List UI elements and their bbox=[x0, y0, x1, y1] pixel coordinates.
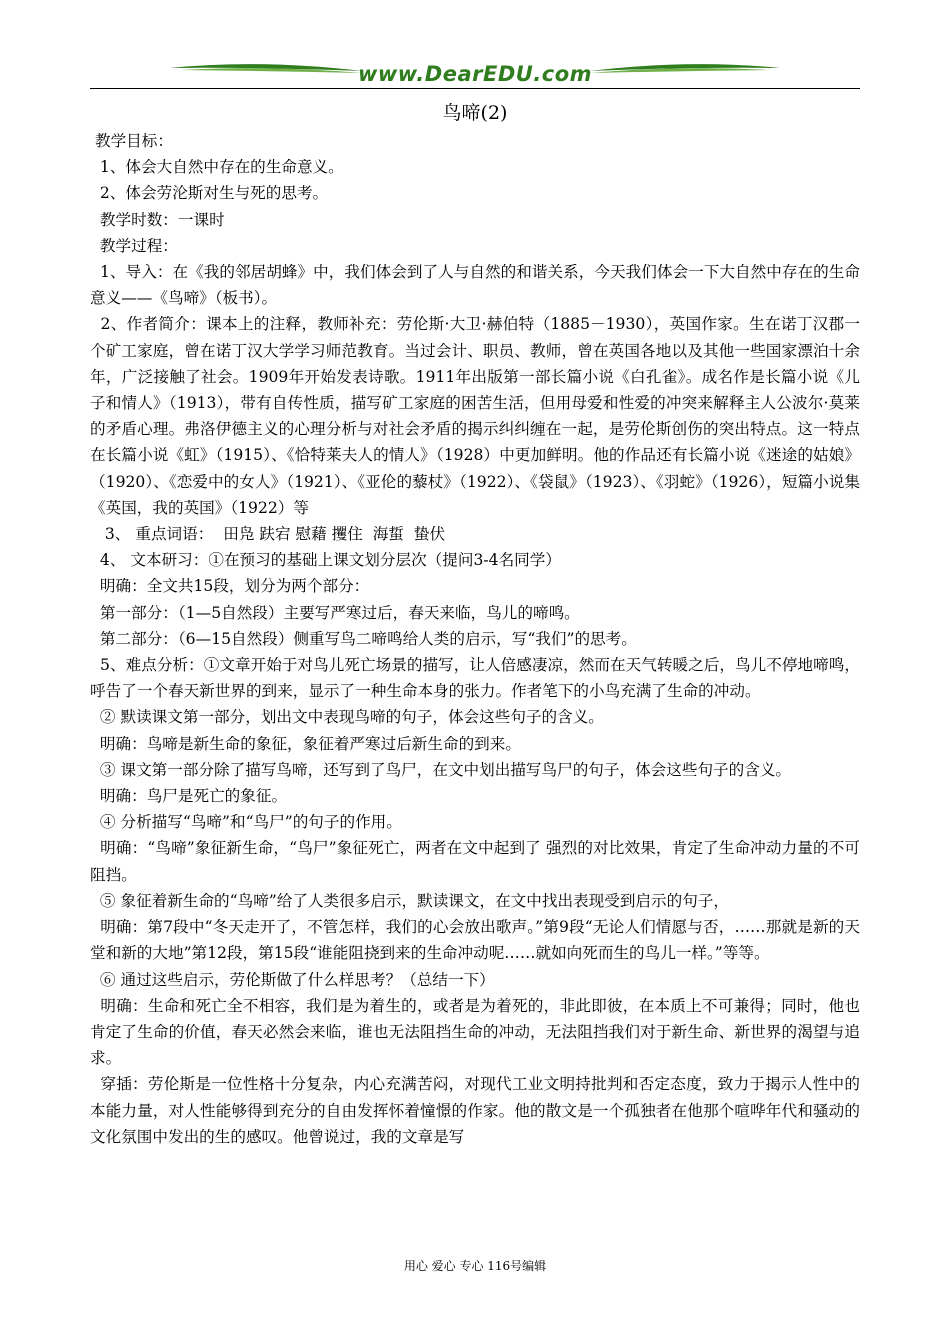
body-paragraph: ④ 分析描写“鸟啼”和“鸟尸”的句子的作用。 bbox=[90, 813, 402, 832]
body-paragraph: 明确：全文共15段，划分为两个部分： bbox=[90, 577, 370, 596]
body-paragraph: 2、作者简介：课本上的注释，教师补充：劳伦斯·大卫·赫伯特（1885－1930），英国作家。生在诺丁汉郡一个矿工家庭，曾在诺丁汉大学学习师范教育。当过会计、职员、教师，曾在英国各地以及其他一些国家漂泊十余年，广泛接触了社会。1909年开始发表诗歌。1911年出版第一部长篇小说《白孔雀》。成名作是长篇小说《儿子和情人》（1913），带有自传性质，描写矿工家庭的困苦生活，但用母爱和性爱的冲突来解释主人公波尔·莫莱的矛盾心理。弗洛伊德主义的心理分析与对社会矛盾的揭示纠纠缠在一起，是劳伦斯创伤的突出特点。这一特点在长篇小说《虹》（1915）、《恰特莱夫人的情人》（1928）中更加鲜明。他的作品还有长篇小说《迷途的姑娘》（1920）、《恋爱中的女人》（1921）、《亚伦的藜杖》（1922）、《袋鼠》（1923）、《羽蛇》（1926），短篇小说集《英国，我的英国》（1922）等 bbox=[90, 315, 860, 517]
body-paragraph: 明确：鸟尸是死亡的象征。 bbox=[90, 787, 288, 806]
body-paragraph: 明确：第7段中“冬天走开了，不管怎样，我们的心会放出歌声。”第9段“无论人们情愿与否，……那就是新的天堂和新的大地”第12段，第15段“谁能阻挠到来的生命冲动呢……就如向死而生的鸟儿一样。”等等。 bbox=[90, 918, 860, 963]
body-paragraph: ⑤ 象征着新生命的“鸟啼”给了人类很多启示，默读课文，在文中找出表现受到启示的句子， bbox=[90, 891, 729, 910]
body-paragraph: 明确：鸟啼是新生命的象征，象征着严寒过后新生命的到来。 bbox=[90, 734, 521, 753]
body-paragraph: 明确：生命和死亡全不相容，我们是为着生的，或者是为着死的，非此即彼，在本质上不可兼得；同时，他也肯定了生命的价值，春天必然会来临，谁也无法阻挡生命的冲动，无法阻挡我们对于新生命、新世界的渴望与追求。 bbox=[90, 996, 860, 1068]
body-paragraph: 5、难点分析：①文章开始于对鸟儿死亡场景的描写，让人倍感凄凉，然而在天气转暖之后，鸟儿不停地啼鸣，呼告了一个春天新世界的到来，显示了一种生命本身的张力。作者笔下的小鸟充满了生命的冲动。 bbox=[90, 656, 860, 701]
document-title: 鸟啼(2) bbox=[442, 102, 508, 124]
body-paragraph: 教学时数：一课时 bbox=[90, 210, 225, 229]
page-footer: 用心 爱心 专心 116号编辑 bbox=[403, 1259, 547, 1273]
body-paragraph: 教学过程： bbox=[90, 236, 178, 255]
body-paragraph: 2、体会劳沦斯对生与死的思考。 bbox=[90, 184, 329, 203]
body-paragraph: 1、体会大自然中存在的生命意义。 bbox=[90, 158, 344, 177]
body-paragraph: 第二部分：（6—15自然段）侧重写鸟二啼鸣给人类的启示，写“我们”的思考。 bbox=[90, 629, 637, 648]
site-logo-text: www.DearEDU.com bbox=[357, 62, 593, 86]
page-header bbox=[90, 56, 860, 92]
body-paragraph: 1、导入：在《我的邻居胡蜂》中，我们体会到了人与自然的和谐关系，今天我们体会一下大自然中存在的生命意义——《鸟啼》（板书）。 bbox=[90, 263, 860, 308]
body-paragraph: ⑥ 通过这些启示，劳伦斯做了什么样思考？（总结一下） bbox=[90, 970, 495, 989]
body-paragraph: 穿插：劳伦斯是一位性格十分复杂，内心充满苦闷，对现代工业文明持批判和否定态度，致力于揭示人性中的本能力量，对人性能够得到充分的自由发挥怀着憧憬的作家。他的散文是一个孤独者在他那个喧哗年代和骚动的文化氛围中发出的生的感叹。他曾说过，我的文章是写 bbox=[90, 1075, 860, 1146]
body-paragraph: 4、 文本研习：①在预习的基础上课文划分层次（提问3-4名同学） bbox=[90, 551, 561, 570]
body-paragraph: 明确：“鸟啼”象征新生命，“鸟尸”象征死亡，两者在文中起到了 强烈的对比效果，肯定了生命冲动力量的不可阻挡。 bbox=[90, 839, 860, 884]
body-paragraph: ③ 课文第一部分除了描写鸟啼，还写到了鸟尸，在文中划出描写鸟尸的句子，体会这些句子的含义。 bbox=[90, 760, 792, 779]
header-rule bbox=[90, 88, 860, 89]
body-paragraph: 3、 重点词语： 田凫 趺宕 慰藉 攫住 海蜇 蛰伏 bbox=[90, 525, 446, 544]
body-paragraph: 教学目标： bbox=[90, 132, 173, 150]
body-paragraph: ② 默读课文第一部分，划出文中表现鸟啼的句子，体会这些句子的含义。 bbox=[90, 708, 604, 727]
body-paragraph: 第一部分：（1—5自然段）主要写严寒过后，春天来临，鸟儿的啼鸣。 bbox=[90, 603, 580, 622]
document-body bbox=[90, 128, 860, 1150]
